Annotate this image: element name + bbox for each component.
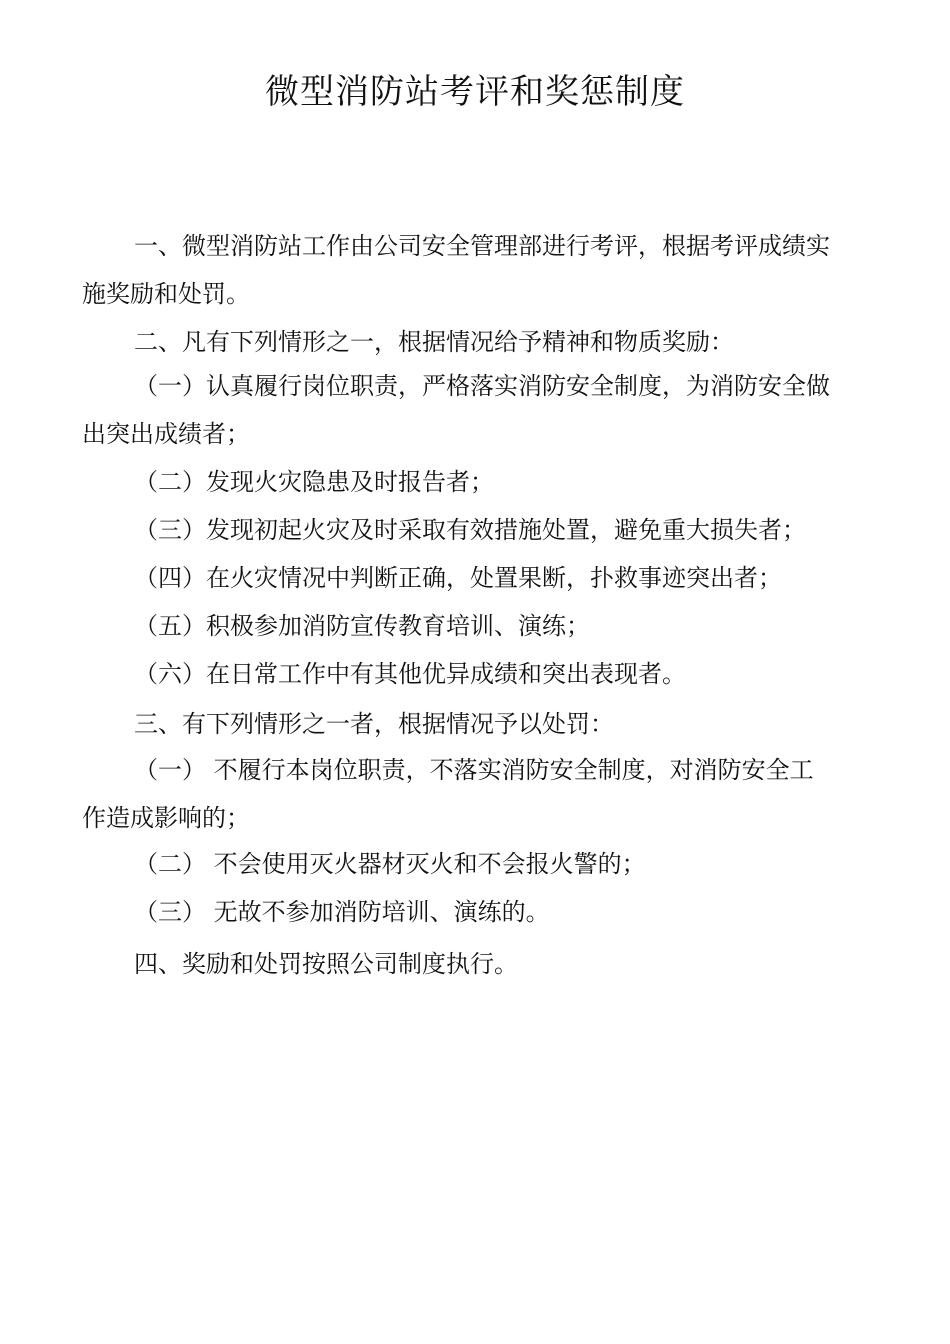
penalty-item-1 xyxy=(82,746,872,842)
clause-4 xyxy=(82,940,872,988)
reward-item-1 xyxy=(82,362,872,458)
clause-3-heading-line: 三、有下列情形之一者，根据情况予以处罚： xyxy=(134,710,614,738)
clause-2-heading xyxy=(82,318,872,366)
reward-item-5-line: （五）积极参加消防宣传教育培训、演练； xyxy=(134,612,590,640)
reward-item-3-line: （三）发现初起火灾及时采取有效措施处置，避免重大损失者； xyxy=(134,516,806,544)
clause-1 xyxy=(82,222,872,318)
clause-1-line-1: 一、微型消防站工作由公司安全管理部进行考评，根据考评成绩实 xyxy=(134,232,830,260)
reward-item-5 xyxy=(82,602,872,650)
reward-item-6 xyxy=(82,650,872,698)
clause-2-heading-line: 二、凡有下列情形之一，根据情况给予精神和物质奖励： xyxy=(134,328,734,356)
penalty-item-1-line-2: 作造成影响的； xyxy=(82,804,250,832)
reward-item-2 xyxy=(82,458,872,506)
reward-item-2-line: （二）发现火灾隐患及时报告者； xyxy=(134,468,494,496)
reward-item-1-line-1: （一）认真履行岗位职责，严格落实消防安全制度，为消防安全做 xyxy=(134,372,830,400)
penalty-item-2 xyxy=(82,840,872,888)
document-title: 微型消防站考评和奖惩制度 xyxy=(265,72,685,112)
penalty-item-2-line: （二） 不会使用灭火器材灭火和不会报火警的； xyxy=(134,850,646,878)
penalty-item-3-line: （三） 无故不参加消防培训、演练的。 xyxy=(134,898,550,926)
clause-3-heading xyxy=(82,700,872,748)
reward-item-6-line: （六）在日常工作中有其他优异成绩和突出表现者。 xyxy=(134,660,686,688)
reward-item-4-line: （四）在火灾情况中判断正确，处置果断，扑救事迹突出者； xyxy=(134,564,782,592)
reward-item-4 xyxy=(82,554,872,602)
penalty-item-1-line-1: （一） 不履行本岗位职责，不落实消防安全制度，对消防安全工 xyxy=(134,756,814,784)
clause-4-line: 四、奖励和处罚按照公司制度执行。 xyxy=(134,950,518,978)
clause-1-line-2: 施奖励和处罚。 xyxy=(82,280,250,308)
penalty-item-3 xyxy=(82,888,872,936)
reward-item-3 xyxy=(82,506,872,554)
reward-item-1-line-2: 出突出成绩者； xyxy=(82,420,250,448)
